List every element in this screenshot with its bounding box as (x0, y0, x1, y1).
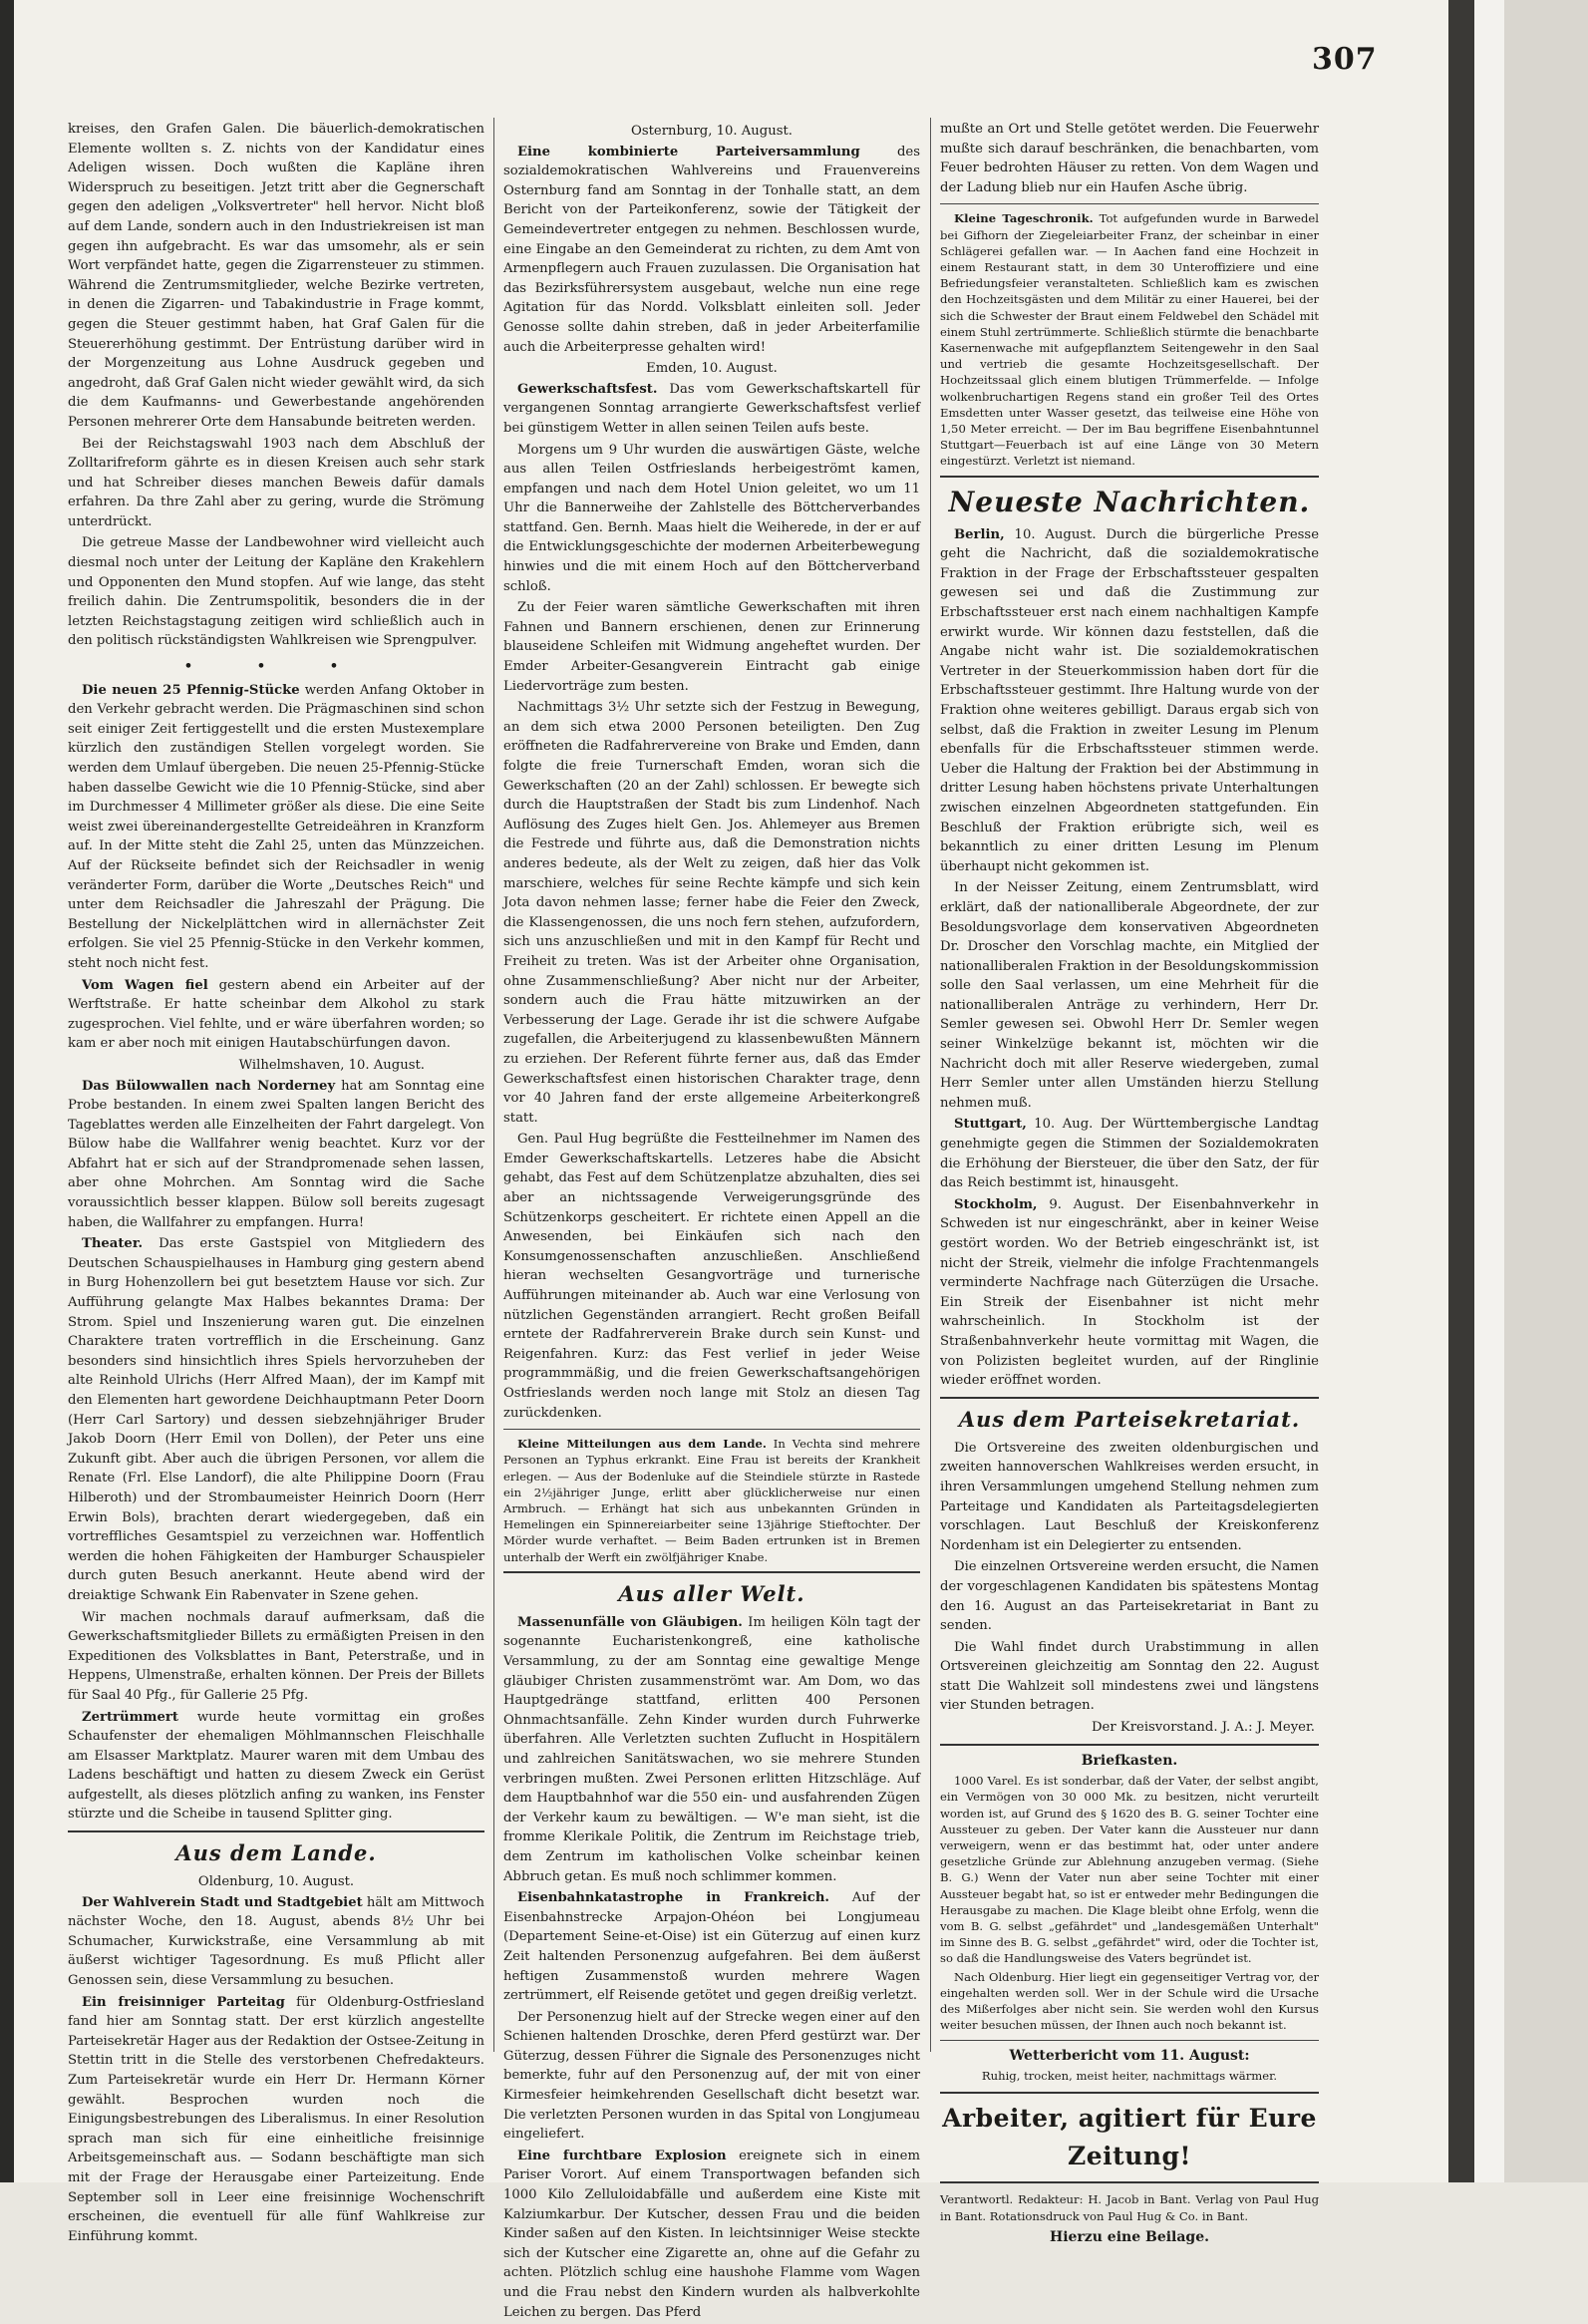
article-paragraph: Die einzelnen Ortsvereine werden ersucht, die Namen der vorgeschlagenen Kandidaten bis spätestens Montag den 16. August an das Parteisekretariat in Bant zu senden. (940, 1559, 1319, 1634)
column-1 (68, 120, 484, 2248)
dateline-wilhelmshaven: Wilhelmshaven, 10. August. (238, 1057, 425, 1073)
article-text: ereignete sich in einem Pariser Vorort. Auf einem Transportwagen befanden sich 1000 Kilo Zelluloidabfälle und außerdem eine Kiste mit Kalziumkarbur. Der Kutscher, dessen Frau und die beiden Kinder saßen auf den Kisten. In leichtsinniger Weise steckte sich der Kutscher eine Zigarette an, ohne auf die Gefahr zu achten. Plötzlich schlug eine haushohe Flamme vom Wagen und die Frau nebst den Kindern wurden als halbverkohlte Leichen zu bergen. Das Pferd (503, 2148, 920, 2320)
article-text: Das vom Gewerkschaftskartell für vergangenen Sonntag arrangierte Gewerkschaftsfest verlief bei günstigem Wetter in allen seinen Teilen aufs beste. (503, 381, 920, 436)
article-text: hält am Mittwoch nächster Woche, den 18. August, abends 8½ Uhr bei Schumacher, Kurwickstraße, eine Versammlung ab mit äußerst wichtiger Tagesordnung. Es muß Pflicht aller Genossen sein, diese Versammlung zu besuchen. (68, 1894, 484, 1989)
article-title: Gewerkschaftsfest. (517, 381, 658, 397)
section-rule (940, 1397, 1319, 1399)
article-partei (503, 143, 920, 358)
article-gewerkschaft (503, 380, 920, 439)
article-text: für Oldenburg-Ostfriesland fand hier am Sonntag statt. Der erst kürzlich angestellte Parteisekretär Hager aus der Redaktion der Ostsee-Zeitung in Stettin tritt in die Stelle des verstorbenen Chefredakteurs. Zum Parteisekretär wurde ein Herr Dr. Hermann Körner gewählt. Besprochen wurden noch die Einigungsbestrebungen des Liberalismus. In einer Resolution sprach man sich für eine einheitliche freisinnige Arbeitsgemeinschaft aus. — Sodann beschäftigte man sich mit der Frage der Herausgabe einer Parteizeitung. Ende September soll in Leer eine freisinnige Wochenschrift erscheinen, die eventuell für alle fünf Wahlkreise zur Einführung kommt. (68, 1994, 484, 2244)
article-title: Kleine Mitteilungen aus dem Lande. (517, 1437, 767, 1452)
briefkasten-text: 1000 Varel. Es ist sonderbar, daß der Vater, der selbst angibt, ein Vermögen von 30 000 Mk. zu besitzen, nicht verurteilt worden ist, auf Grund des § 1620 des B. G. seiner Tochter eine Aussteuer zu geben. Der Vater kann die Aussteuer nur dann verweigern, wenn er das bestimmt hat, oder unter andere gesetzliche Gründe zur Ablehnung anzugeben vermag. (Siehe B. G.) Wenn der Vater nun aber seine Tochter mit einer Aussteuer begabt hat, so ist er entweder mehr Bedingungen die Herausgabe zu machen. Die Klage bleibt ohne Erfolg, wenn die vom B. G. selbst „gefährdet" und „landesgemäßen Unterhalt" im Sinne des B. G. selbst „gefährdet" wird, oder die Tochter ist, so daß die Handlungsweise des Vaters begründet ist. (940, 1774, 1319, 1966)
article-title: Kleine Tageschronik. (954, 211, 1094, 226)
section-rule (940, 2040, 1319, 2041)
article-lead: Berlin, (954, 526, 1005, 542)
article-paragraph: Zu der Feier waren sämtliche Gewerkschaften mit ihren Fahnen und Bannern erschienen, denen zur Erinnerung blauseidene Schleifen mit Widmung angeheftet wurden. Der Emder Arbeiter-Gesangverein Eintracht gab einige Liedervorträge zum besten. (503, 600, 920, 694)
section-rule (940, 1744, 1319, 1746)
article-title: Theater. (82, 1236, 144, 1252)
article-theater (68, 1234, 484, 1605)
article-title: Eine furchtbare Explosion (517, 2148, 727, 2163)
article-title: Vom Wagen fiel (82, 977, 208, 993)
section-heading: Aus aller Welt. (618, 1580, 805, 1606)
article-freisinnig (68, 1993, 484, 2247)
dateline-emden: Emden, 10. August. (646, 361, 778, 377)
article-wahlverein (68, 1893, 484, 1991)
column-3 (940, 120, 1319, 2249)
article-wagen (68, 976, 484, 1054)
binding-shadow (1448, 0, 1474, 2182)
article-zertruemmert (68, 1708, 484, 1826)
section-rule (940, 476, 1319, 478)
article-text: werden Anfang Oktober in den Verkehr gebracht werden. Die Prägmaschinen sind schon seit einiger Zeit fertiggestellt und die ersten Mustexemplare kürzlich den zuständigen Stellen vorgelegt worden. Sie werden dem Umlauf übergeben. Die neuen 25-Pfennig-Stücke haben dasselbe Gewicht wie die 10 Pfennig-Stücke, sind aber im Durchmesser 4 Millimeter größer als diese. Die eine Seite weist zwei übereinandergestellte Getreideähren in Kranzform auf. In der Mitte steht die Zahl 25, unten das Münzzeichen. Auf der Rückseite befindet sich der Reichsadler in wenig veränderter Form, darüber die Worte „Deutsches Reich" und unter dem Reichsadler die Jahreszahl der Prägung. Die Bestellung der Nickelplättchen wird in allernächster Zeit erfolgen. Sie viel 25 Pfennig-Stücke in den Verkehr kommen, steht noch nicht fest. (68, 682, 484, 971)
article-text: Auf der Eisenbahnstrecke Arpajon-Ohéon bei Longjumeau (Departement Seine-et-Oise) ist ein Güterzug auf einen kurz Zeit haltenden Personenzug aufgefahren. Bei dem äußerst heftigen Zusammenstoß wurden mehrere Wagen zertrümmert, elf Reisende getötet und gegen dreißig verletzt. (503, 1890, 920, 2004)
article-text: Tot aufgefunden wurde in Barwedel bei Gifhorn der Ziegeleiarbeiter Franz, der scheinbar in einer Schlägerei gefallen war. — In Aachen fand eine Hochzeit in einem Restaurant statt, in dem 30 Unteroffiziere und eine Befriedungsfeier veranstalteten. Schließlich kam es zwischen den Hochzeitsgästen und dem Militär zu einer Hauerei, bei der sich die Schwester der Braut einem Feldwebel den Schädel mit einem Stuhl zertrümmerte. Schließlich stürmte die benachbarte Kasernenwache mit aufgepflanztem Seitengewehr in den Saal und vertrieb die gesamte Hochzeitsgesellschaft. Der Hochzeitssaal glich einem blutigen Trümmerfelde. — Infolge wolkenbruchartigen Regens stand ein großer Teil des Ortes Emsdetten unter Wasser gesetzt, das teilweise eine Höhe von 1,50 Meter erreicht. — Der im Bau begriffene Eisenbahntunnel Stuttgart—Feuerbach ist auf eine Länge von 30 Metern eingestürzt. Verletzt ist niemand. (940, 211, 1319, 469)
article-tageschronik (940, 210, 1319, 469)
section-rule (68, 1830, 484, 1832)
article-text: hat am Sonntag eine Probe bestanden. In einem zwei Spalten langen Bericht des Tageblattes werden alle Einzelheiten der Fahrt dargelegt. Von Bülow habe die Wallfahrer wenig beachtet. Kurz vor der Abfahrt hat er sich auf der Strandpromenade sehen lassen, aber ohne Mohrchen. Am Sonntag wird die Sache voraussichtlich besser klappen. Bülow soll bereits zugesagt haben, die Wallfahrer zu empfangen. Hurra! (68, 1078, 484, 1230)
dateline-oldenburg: Oldenburg, 10. August. (197, 1874, 355, 1890)
section-rule (503, 1571, 920, 1573)
briefkasten-title: Briefkasten. (1081, 1752, 1178, 1769)
article-text: 10. August. Durch die bürgerliche Presse geht die Nachricht, daß die sozialdemokratische Fraktion in der Frage der Erbschaftssteuer gespalten gewesen sei und daß die Zustimmung zur Erbschaftssteuer erst nach einem nachhaltigen Kampfe erwirkt wurde. Wir können dazu feststellen, daß die Angabe nicht wahr ist. Die sozialdemokratischen Vertreter in der Steuerkommission haben dort für die Erbschaftssteuer gestimmt. Ihre Haltung wurde von der Fraktion ohne weiteres gebilligt. Daraus ergab sich von selbst, daß die Fraktion in zweiter Lesung im Plenum ebenfalls für die Erbschaftssteuer stimmen werde. Ueber die Haltung der Fraktion bei der Abstimmung in dritter Lesung haben höchstens private Unterhaltungen zwischen einzelnen Abgeordneten stattgefunden. Ein Beschluß der Fraktion erübrigte sich, weil es bekanntlich zu einer dritten Lesung im Plenum überhaupt nicht gekommen ist. (940, 526, 1319, 874)
paper-edge (1474, 0, 1504, 2182)
right-page-margin (1448, 0, 1588, 2182)
article-eisenbahn (503, 1888, 920, 2006)
section-heading: Neueste Nachrichten. (948, 485, 1311, 518)
article-paragraph: kreises, den Grafen Galen. Die bäuerlich-demokratischen Elemente wollten s. Z. nichts von der Kandidatur eines Adeligen wissen. Doch wußten die Kapläne ihren Widerspruch zu beseitigen. Jetzt tritt aber die Gegnerschaft gegen den adeligen „Volksvertreter" hell hervor. Nicht bloß auf dem Lande, sondern auch in den Industriekreisen ist man gegen ihn aufgebracht. Es war das umsomehr, als er sein Wort verpfändet hatte, gegen die Zigarrensteuer zu stimmen. Während die Zentrumsmitglieder, welche Bezirke vertreten, in denen die Zigarren- und Tabakindustrie in Frage kommt, gegen die Steuer gestimmt haben, hat Graf Galen für die Steuererhöhung gestimmt. Der Entrüstung darüber wird in der Morgenzeitung aus Lohne Ausdruck gegeben und angedroht, daß Graf Galen nicht wieder gewählt wird, da sich die dem Kaufmanns- und Gewerbestande angehörenden Personen mehrerer Orte dem Hansabunde beitreten werden. (68, 122, 484, 430)
separator-dots: • • • (183, 659, 369, 675)
article-lead: Stuttgart, (954, 1117, 1027, 1133)
section-heading: Aus dem Parteisekretariat. (958, 1406, 1301, 1432)
column-2 (503, 120, 920, 2324)
article-buelow (68, 1077, 484, 1233)
article-kleine-mitteilungen (503, 1436, 920, 1565)
article-explosion (503, 2147, 920, 2322)
article-lead: Stockholm, (954, 1196, 1038, 1212)
imprint: Verantwortl. Redakteur: H. Jacob in Bant. Verlag von Paul Hug in Bant. Rotationsdruck von Paul Hug & Co. in Bant. (940, 2192, 1319, 2223)
article-paragraph: mußte an Ort und Stelle getötet werden. Die Feuerwehr mußte sich darauf beschränken, die benachbarten, vom Feuer bedrohten Häuser zu retten. Von dem Wagen und der Ladung blieb nur ein Haufen Asche übrig. (940, 122, 1319, 195)
supplement-note: Hierzu eine Beilage. (1049, 2228, 1210, 2245)
article-title: Zertrümmert (82, 1709, 178, 1725)
article-title: Eisenbahnkatastrophe in Frankreich. (517, 1890, 830, 1906)
article-paragraph: Die Wahl findet durch Urabstimmung in allen Ortsvereinen gleichzeitig am Sonntag den 22. August statt Die Wahlzeit soll mindestens zwei und längstens vier Stunden betragen. (940, 1639, 1319, 1714)
article-massenunfaelle (503, 1613, 920, 1886)
column-divider (930, 118, 931, 2052)
article-paragraph: Bei der Reichstagswahl 1903 nach dem Abschluß der Zolltarifreform gährte es in diesen Kreisen auch sehr stark und hat Schreiber dieses manchen Beweis dafür damals erfahren. Da thre Zahl aber zu gering, wurde die Strömung unterdrückt. (68, 436, 484, 529)
article-text: gestern abend ein Arbeiter auf der Werftstraße. Er hatte scheinbar dem Alkohol zu stark zugesprochen. Viel fehlte, und er wäre überfahren worden; so kam er aber noch mit einigen Hautabschürfungen davon. (68, 977, 484, 1052)
article-title: Die neuen 25 Pfennig-Stücke (82, 682, 300, 698)
weather-title: Wetterbericht vom 11. August: (1009, 2047, 1250, 2064)
article-title: Ein freisinniger Parteitag (82, 1994, 285, 2010)
article-paragraph: In der Neisser Zeitung, einem Zentrumsblatt, wird erklärt, daß der nationalliberale Abgeordnete, der zur Besoldungsvorlage dem konservativen Abgeordneten Dr. Droscher den Vorschlag machte, ein Mitglied der nationalliberalen Fraktion in der Besoldungskommission solle den Saal verlassen, um eine Mehrheit für die nationalliberalen Anträge zu verhindern, Herr Dr. Semler gewesen sei. Obwohl Herr Dr. Semler wegen seiner Winkelzüge bekannt ist, möchten wir die Nachricht doch mit aller Reserve wiedergeben, zumal Herr Semler unter allen Umständen hierzu Stellung nehmen muß. (940, 880, 1319, 1111)
column-divider (493, 118, 494, 2052)
article-title: Das Bülowwallen nach Norderney (82, 1078, 336, 1094)
weather-text: Ruhig, trocken, meist heiter, nachmittags wärmer. (981, 2069, 1278, 2084)
article-text: Das erste Gastspiel von Mitgliedern des Deutschen Schauspielhauses in Hamburg ging gestern abend in Burg Hohenzollern bei gut besetztem Hause vor sich. Zur Aufführung gelangte Max Halbes bekanntes Drama: Der Strom. Spiel und Inszenierung waren gut. Die einzelnen Charaktere traten vortrefflich in die Erscheinung. Ganz besonders sind hinsichtlich ihres Spiels hervorzuheben der alte Reinhold Ulrichs (Herr Alfred Maan), der im Kampf mit den Elementen hart gewordene Deichhauptmann Peter Doorn (Herr Carl Sartory) und dessen siebzehnjähriger Bruder Jakob Doorn (Herr Emil von Dollen), der Peter uns eine Zukunft gibt. Aber auch die übrigen Personen, vor allem die Renate (Frl. Else Landorf), die alte Philippine Doorn (Frau Hilberoth) und der Strombaumeister Heinrich Doorn (Herr Erwin Bols), brachten derart wiedergegeben, daß ein vortreffliches Gesamtspiel zu verzeichnen war. Hoffentlich werden die hohen Fähigkeiten der Hamburger Schauspieler durch guten Besuch anerkannt. Heute abend wird der dreiaktige Schwank Ein Rabenvater in Szene gehen. (68, 1236, 484, 1603)
article-text: 9. August. Der Eisenbahnverkehr in Schweden ist nur eingeschränkt, aber in keiner Weise gestört worden. Wo der Betrieb eingeschränkt ist, ist nicht der Streik, vielmehr die infolge Frachtenmangels verminderte Nachfrage nach Güterzügen die Ursache. Ein Streik der Eisenbahner ist nicht mehr wahrscheinlich. In Stockholm ist der Straßenbahnverkehr heute vormittag mit Wagen, die von Polizisten begleitet wurden, auf der Ringlinie wieder eröffnet worden. (940, 1196, 1319, 1389)
article-paragraph: Die Ortsvereine des zweiten oldenburgischen und zweiten hannoverschen Wahlkreises werden ersucht, in ihren Versammlungen umgehend Stellung nehmen zum Parteitage und Kandidaten als Parteitagsdelegierten vorschlagen. Laut Beschluß der Kreiskonferenz Nordenham ist ein Delegierter zu entsenden. (940, 1440, 1319, 1553)
article-stuttgart (940, 1115, 1319, 1192)
briefkasten-text: Nach Oldenburg. Hier liegt ein gegenseitiger Vertrag vor, der eingehalten werden soll. Wer in der Schule wird die Ursache des Mißerfolges aber nicht sein. Sie werden wohl den Kursus weiter besuchen müssen, der Ihnen auch noch bekannt ist. (940, 1969, 1319, 2033)
article-paragraph: Wir machen nochmals darauf aufmerksam, daß die Gewerkschaftsmitglieder Billets zu ermäßigten Preisen in den Expeditionen des Volksblattes in Bant, Peterstraße, und in Heppens, Ulmenstraße, erhalten können. Der Preis der Billets für Saal 40 Pfg., für Gallerie 25 Pfg. (68, 1609, 484, 1703)
section-rule (503, 1429, 920, 1430)
article-paragraph: Die getreue Masse der Landbewohner wird vielleicht auch diesmal noch unter der Leitung der Kapläne den Krakehlern und Opponenten den Mund stopfen. Auf wie lange, das steht freilich dahin. Die Zentrumspolitik, besonders die in der letzten Reichstagstagung zeitigen wird schließlich auch in den politisch rückständigsten Wahlkreisen wie Sprengpulver. (68, 535, 484, 649)
article-paragraph: Nachmittags 3½ Uhr setzte sich der Festzug in Bewegung, an dem sich etwa 2000 Personen beteiligten. Den Zug eröffneten die Radfahrervereine von Brake und Emden, dann folgte die freie Turnerschaft Emden, woran sich die Gewerkschaften (20 an der Zahl) schlossen. Er bewegte sich durch die Hauptstraßen der Stadt bis zum Lindenhof. Nach Auflösung des Zuges hielt Gen. Jos. Ahlemeyer aus Bremen die Festrede und führte aus, daß die Demonstration nichts anderes bedeute, als der Welt zu zeigen, daß hier das Volk marschiere, welches für seine Rechte kämpfe und sich kein Jota davon nehmen lasse; ferner habe die Feier den Zweck, die Klassengenossen, die uns noch fern stehen, aufzufordern, sich uns anzuschließen und mit in den Kampf für Recht und Freiheit zu treten. Was ist der Arbeiter ohne Organisation, ohne Zusammenschließung? Aber nicht nur der Arbeiter, sondern auch die Frau hätte mitzuwirken an der Verbesserung der Lage. Gerade ihr ist die schwere Aufgabe zugefallen, die Arbeiterjugend zu klassenbewußten Männern zu erziehen. Der Referent führte ferner aus, daß das Emder Gewerkschaftsfest einen historischen Charakter trage, denn vor 40 Jahren fand der erste allgemeine Arbeiterkongreß statt. (503, 700, 920, 1126)
article-paragraph: Morgens um 9 Uhr wurden die auswärtigen Gäste, welche aus allen Teilen Ostfrieslands herbeigeströmt kamen, empfangen und nach dem Hotel Union geleitet, wo um 11 Uhr die Bannerweihe der Zahlstelle des Böttcherverbandes stattfand. Gen. Bernh. Maas hielt die Weiherede, in der er auf die Entwicklungsgeschichte der modernen Arbeiterbewegung hinwies und die mit einem Hoch auf den Böttcherverband schloß. (503, 442, 920, 594)
section-heading: Aus dem Lande. (175, 1840, 377, 1866)
article-title: Eine kombinierte Parteiversammlung (517, 144, 860, 160)
section-rule (940, 203, 1319, 204)
article-text: Im heiligen Köln tagt der sogenannte Eucharistenkongreß, eine katholische Versammlung, zu der am Sonntag eine gewaltige Menge gläubiger Christen zusammenströmt war. Am Dom, wo das Hauptgedränge stattfand, erlitten 400 Personen Ohnmachtsanfälle. Zehn Kinder wurden durch Fuhrwerke überfahren. Alle Verletzten suchten Zuflucht in Hospitälern und zahlreichen Sanitätswachen, wo sie mehrere Stunden verbringen mußten. Zwei Personen erlitten Hitzschläge. Auf dem Hauptbahnhof war die 550 ein- und ausfahrenden Zügen der Verkehr kaum zu bewältigen. — W'e man sieht, ist die fromme Klerikale Politik, die Zentrum im Reichstage trieb, dem Zentrum im katholischen Volke scheinbar keinen Abbruch getan. Es muß noch schlimmer kommen. (503, 1614, 920, 1884)
article-text: wurde heute vormittag ein großes Schaufenster der ehemaligen Möhlmannschen Fleischhalle am Elsasser Marktplatz. Maurer waren mit dem Umbau des Ladens beschäftigt und hatten zu diesem Zweck ein Gerüst aufgestellt, als dieses plötzlich anfing zu wanken, ins Fenster stürzte und die Scheibe in tausend Splitter ging. (68, 1709, 484, 1823)
article-title: Massenunfälle von Gläubigen. (517, 1614, 743, 1630)
article-text: In Vechta sind mehrere Personen an Typhus erkrankt. Eine Frau ist bereits der Krankheit erlegen. — Aus der Bodenluke auf die Steindiele stürzte in Rastede ein 2½jähriger Junge, erlitt aber glücklicherweise nur einen Armbruch. — Erhängt hat sich aus unbekannten Gründen in Hemelingen ein Spinnereiarbeiter seine 13jährige Stieftochter. Der Mörder wurde verhaftet. — Beim Baden ertrunken ist in Bremen unterhalb der Werft ein zwölfjähriger Knabe. (503, 1437, 920, 1564)
article-title: Der Wahlverein Stadt und Stadtgebiet (82, 1894, 363, 1910)
left-page-edge (0, 0, 14, 2182)
article-paragraph: Der Personenzug hielt auf der Strecke wegen einer auf den Schienen haltenden Droschke, deren Pferd gestürzt war. Der Güterzug, dessen Führer die Signale des Personenzuges nicht bemerkte, fuhr auf den Personenzug auf, der mit von einer Kirmesfeier heimkehrenden Gesellschaft dicht besetzt war. Die verletzten Personen wurden in das Spital von Longjumeau eingeliefert. (503, 2009, 920, 2143)
article-stockholm (940, 1195, 1319, 1391)
slogan-banner: Arbeiter, agitiert für Eure Zeitung! (940, 2092, 1319, 2183)
article-paragraph: Gen. Paul Hug begrüßte die Festteilnehmer im Namen des Emder Gewerkschaftskartells. Letzeres habe die Absicht gehabt, das Fest auf dem Schützenplatze abzuhalten, dies sei aber an nichtssagende Verweigerungsgründe des Schützenkorps gescheitert. Er richtete einen Appell an die Anwesenden, bei Einkäufen sich nach den Konsumgenossenschaften anzuschließen. Anschließend hieran wechselten Gesangvorträge und turnerische Aufführungen miteinander ab. Auch war eine Verlosung von nützlichen Gegenständen arrangiert. Recht großen Beifall erntete der Radfahrerverein Brake durch sein Kunst- und Reigenfahren. Kurz: das Fest verlief in jeder Weise programmmäßig, und die freien Gewerkschaftsangehörigen Ostfrieslands werden noch lange mit Stolz an diesen Tag zurückdenken. (503, 1132, 920, 1421)
article-pfennig (68, 681, 484, 974)
signature: Der Kreisvorstand. J. A.: J. Meyer. (1091, 1720, 1315, 1736)
page-number: 307 (1312, 42, 1378, 77)
article-text: 10. Aug. Der Württembergische Landtag genehmigte gegen die Stimmen der Sozialdemokraten die Erhöhung der Biersteuer, die über den Satz, der für das Reich bestimmt ist, hinausgeht. (940, 1117, 1319, 1191)
article-berlin (940, 525, 1319, 877)
article-text: des sozialdemokratischen Wahlvereins und Frauenvereins Osternburg fand am Sonntag in der Tonhalle statt, an dem Bericht von der Parteikonferenz, sowie der Tätigkeit der Gemeindevertreter entgegen zu nehmen. Beschlossen wurde, eine Eingabe an den Gemeinderat zu richten, zu dem Amt von Armenpflegern auch Frauen zuzulassen. Die Organisation hat das Bezirksführersystem ausgebaut, welche nun eine rege Agitation für das Nordd. Volksblatt einleiten soll. Jeder Genosse sollte dahin streben, daß in jeder Arbeiterfamilie auch die Arbeiterpresse gehalten wird! (503, 144, 920, 355)
dateline-osternburg: Osternburg, 10. August. (631, 124, 793, 139)
